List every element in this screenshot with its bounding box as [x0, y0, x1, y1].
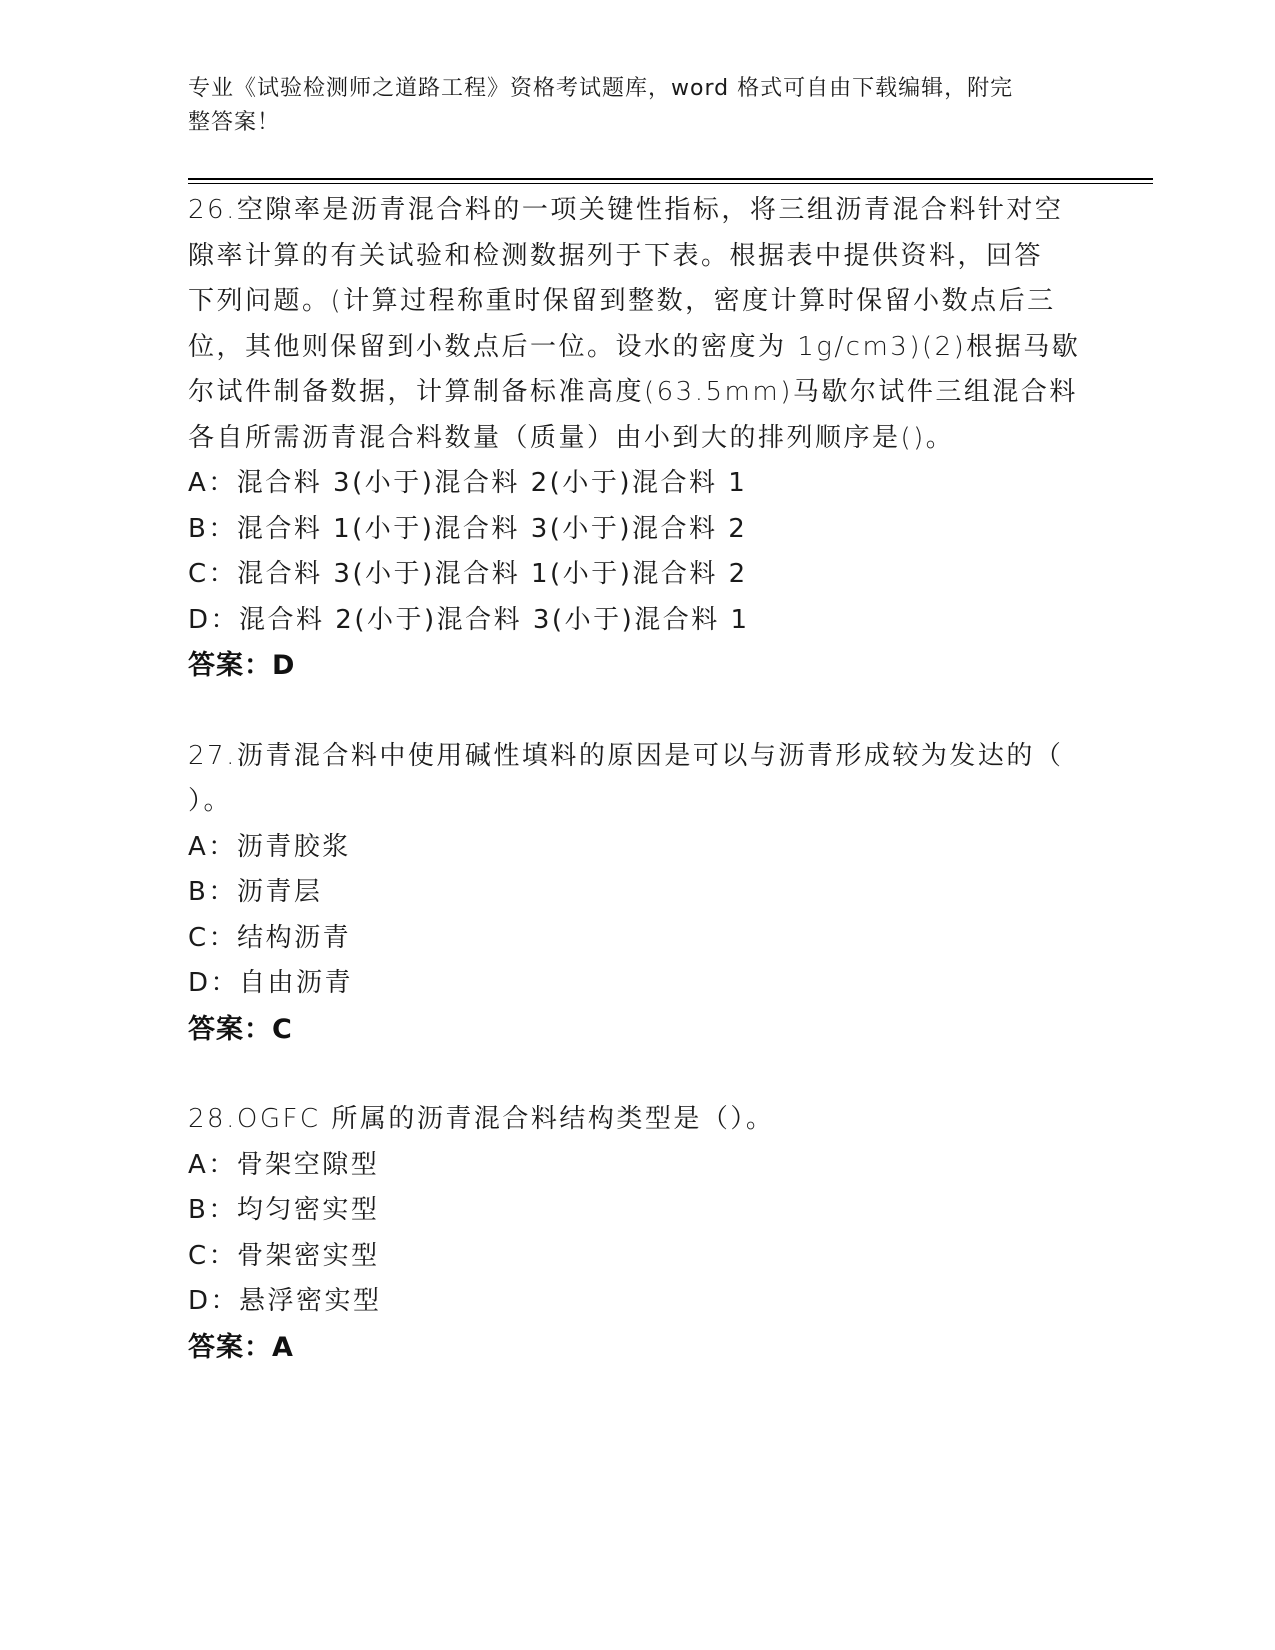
question-list: [188, 188, 1088, 1370]
question-28: [188, 1097, 1088, 1370]
option-a: A：沥青胶浆: [188, 831, 351, 862]
question-text-line: 28.OGFC 所属的沥青混合料结构类型是（）。: [188, 1104, 775, 1134]
question-text-line: ）。: [188, 786, 233, 816]
option-d: D：自由沥青: [188, 968, 354, 998]
question-text-line: 尔试件制备数据，计算制备标准高度(63.5mm)马歇尔试件三组混合料: [188, 377, 1078, 407]
option-b: B：均匀密实型: [188, 1195, 380, 1225]
header-divider-thick: [188, 178, 1153, 180]
question-text-line: 下列问题。(计算过程称重时保留到整数，密度计算时保留小数点后三: [188, 286, 1056, 316]
question-text-line: 位，其他则保留到小数点后一位。设水的密度为 1g/cm3)(2)根据马歇: [188, 331, 1081, 362]
option-b: B：混合料 1(小于)混合料 3(小于)混合料 2: [188, 513, 748, 544]
option-d: D：悬浮密实型: [188, 1286, 382, 1316]
option-c: C：骨架密实型: [188, 1240, 380, 1271]
option-a: A：骨架空隙型: [188, 1149, 380, 1180]
header-line-1: 专业《试验检测师之道路工程》资格考试题库，word 格式可自由下载编辑，附完: [188, 76, 1014, 101]
option-c: C：混合料 3(小于)混合料 1(小于)混合料 2: [188, 559, 748, 589]
question-text-line: 各自所需沥青混合料数量（质量）由小到大的排列顺序是()。: [188, 422, 955, 453]
question-spacer: [188, 689, 1088, 734]
option-a: A：混合料 3(小于)混合料 2(小于)混合料 1: [188, 468, 748, 498]
answer-line: 答案：A: [188, 1331, 294, 1363]
question-text-line: 27.沥青混合料中使用碱性填料的原因是可以与沥青形成较为发达的（: [188, 740, 1064, 771]
answer-line: 答案：C: [188, 1013, 293, 1045]
option-c: C：结构沥青: [188, 922, 352, 953]
header-line-2: 整答案！: [188, 110, 281, 135]
option-b: B：沥青层: [188, 877, 323, 907]
option-d: D：混合料 2(小于)混合料 3(小于)混合料 1: [188, 604, 750, 635]
answer-line: 答案：D: [188, 650, 296, 681]
question-26: [188, 188, 1088, 689]
question-27: [188, 734, 1088, 1053]
header-divider-thin: [188, 183, 1153, 184]
question-spacer: [188, 1052, 1088, 1097]
document-header: [188, 72, 1068, 140]
question-text-line: 隙率计算的有关试验和检测数据列于下表。根据表中提供资料，回答: [188, 240, 1044, 271]
question-text-line: 26.空隙率是沥青混合料的一项关键性指标，将三组沥青混合料针对空: [188, 195, 1064, 225]
